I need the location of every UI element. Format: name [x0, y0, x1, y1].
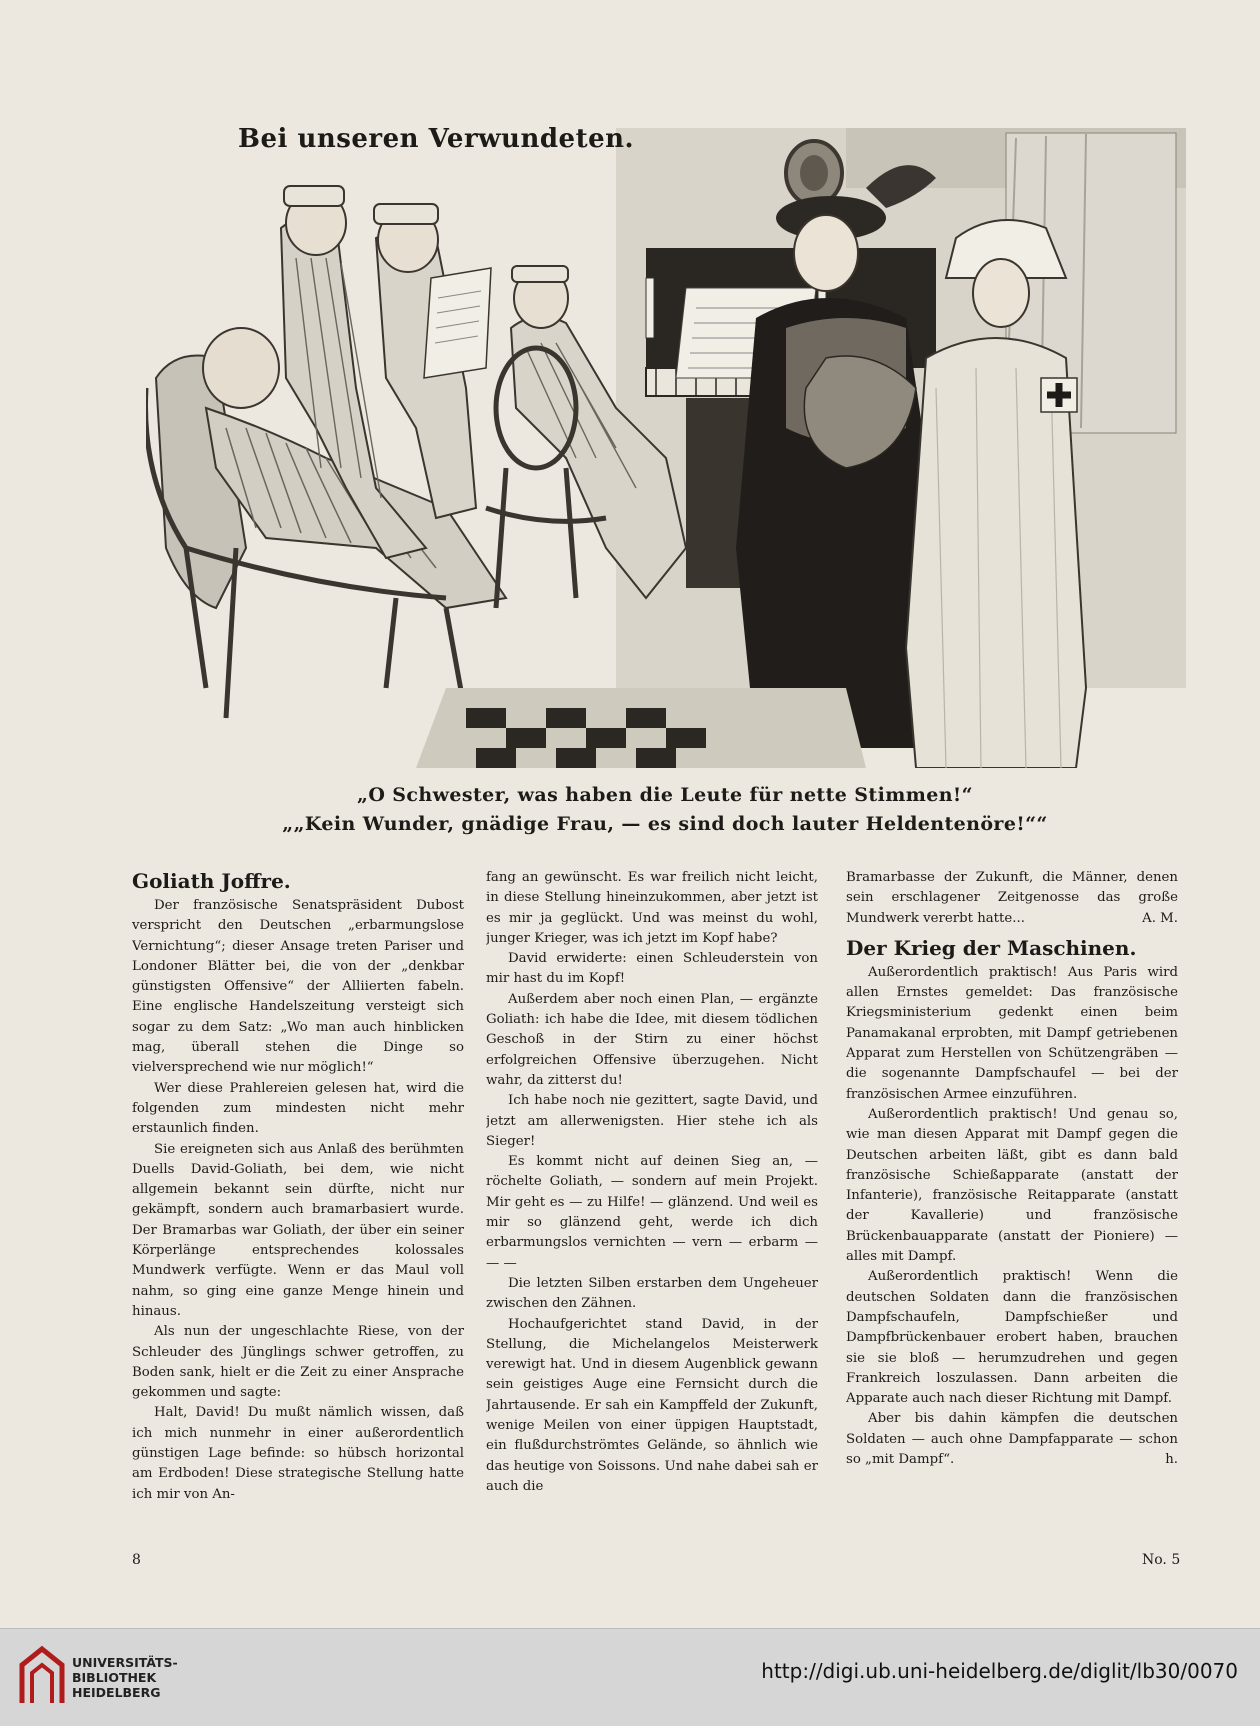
paragraph: Wer diese Prahlereien gelesen hat, wird die folgenden zum mindesten nicht mehr erstaunlich finden. [132, 1080, 464, 1137]
digitization-footer [0, 1628, 1260, 1726]
author-signature: h. [1165, 1452, 1178, 1468]
caption-line-2: „„Kein Wunder, gnädige Frau, — es sind doch lauter Heldentenöre!““ [282, 813, 1048, 835]
paragraph: Ich habe noch nie gezittert, sagte David, und jetzt am allerwenigsten. Hier stehe ich als Sieger! [486, 1093, 818, 1149]
issue-number: No. 5 [1142, 1552, 1181, 1568]
library-name-line: BIBLIOTHEK [72, 1670, 157, 1685]
library-name-line: UNIVERSITÄTS- [72, 1655, 178, 1670]
page-heading: Bei unseren Verwundeten. [238, 124, 635, 154]
column-3 [846, 868, 1178, 1528]
library-logo-icon [14, 1643, 72, 1709]
paragraph [846, 868, 1178, 929]
paragraph: Der französische Senatspräsident Dubost verspricht den Deutschen „erbarmungslose Vernichtung“; dieser Ansage treten Pariser und Londoner Blätter bei, die von der „denkbar günstigsten Offensive“ der Alliierten fabeln. Eine englische Handelszeitung versteigt sich sogar zu dem Satz: „Wo man auch hinblicken mag, überall stehen die Dinge so vielversprechend wie nur möglich!“ [132, 898, 464, 1076]
permalink-link[interactable]: http://digi.ub.uni-heidelberg.de/diglit/lb30/0070 [761, 1659, 1238, 1683]
column-2 [486, 868, 818, 1528]
paragraph: Halt, David! Du mußt nämlich wissen, daß ich mich nunmehr in einer außerordentlich günstigen Lage befinde: so hübsch horizontal am Erdboden! Diese strategische Stellung hatte ich mir von An- [132, 1405, 464, 1502]
article-title-goliath-joffre: Goliath Joffre. [132, 869, 291, 893]
paragraph: Sie ereigneten sich aus Anlaß des berühmten Duells David-Goliath, bei dem, wie nicht allgemein bekannt sein dürfte, nicht nur gekämpft, sondern auch bramarbasiert wurde. Der Bramarbas war Goliath, der über ein seiner Körperlänge entsprechendes kolossales Mundwerk verfügte. Wenn er das Maul voll nahm, so ging eine ganze Menge hinein und hinaus. [132, 1141, 464, 1319]
paragraph: David erwiderte: einen Schleuderstein von mir hast du im Kopf! [486, 951, 818, 987]
paragraph: Außerordentlich praktisch! Und genau so, wie man diesen Apparat mit Dampf gegen die Deutschen arbeiten läßt, gibt es dann bald französische Schießapparate (anstatt der Infanterie), französische Reitapparate (anstatt der Kavallerie) und französische Brückenbauapparate (anstatt der Pioniere) — alles mit Dampf. [846, 1106, 1178, 1265]
paragraph: Als nun der ungeschlachte Riese, von der Schleuder des Jünglings schwer getroffen, zu Boden sank, hielt er die Zeit zu einer Ansprache gekommen und sagte: [132, 1324, 464, 1401]
paragraph-text: Aber bis dahin kämpfen die deutschen Soldaten — auch ohne Dampfapparate — schon so „mit Dampf“. [846, 1411, 1178, 1468]
paragraph: Außerordentlich praktisch! Aus Paris wird allen Ernstes gemeldet: Das französische Kriegsministerium gedenkt einen beim Panamakanal erprobten, mit Dampf getriebenen Apparat zum Herstellen von Schützengräben — die sogenannte Dampfschaufel — bei der französischen Armee einzuführen. [846, 964, 1178, 1102]
paragraph-text: Bramarbasse der Zukunft, die Männer, denen sein erschlagener Zeitgenosse das große Mundwerk vererbt hatte... [846, 870, 1178, 926]
caption-line-1: „O Schwester, was haben die Leute für nette Stimmen!“ [357, 784, 973, 806]
column-1 [132, 868, 464, 1528]
paragraph: Außerdem aber noch einen Plan, — ergänzte Goliath: ich habe die Idee, mit diesem tödlichen Geschoß in der Stirn zu einer höchst erfolgreichen Offensive überzugehen. Nicht wahr, da zitterst du! [486, 991, 818, 1088]
page-number: 8 [132, 1552, 141, 1568]
library-name [72, 1655, 178, 1700]
paragraph: Die letzten Silben erstarben dem Ungeheuer zwischen den Zähnen. [486, 1275, 818, 1312]
author-signature: A. M. [1142, 910, 1178, 926]
article-title-krieg-der-maschinen: Der Krieg der Maschinen. [846, 935, 1137, 960]
paragraph: Hochaufgerichtet stand David, in der Stellung, die Michelangelos Meisterwerk verewigt hat. Und in diesem Augenblick gewann sein geistiges Auge eine Fernsicht durch die Jahrtausende. Er sah ein Kampffeld der Zukunft, wenige Meilen von einer üppigen Hauptstadt, ein flußdurchströmtes Gelände, so ähnlich wie das heutige von Soissons. Und nahe dabei sah er auch die [486, 1316, 818, 1494]
illustration-wounded-soldiers [146, 128, 1186, 768]
library-name-line: HEIDELBERG [72, 1685, 161, 1700]
paragraph: Es kommt nicht auf deinen Sieg an, — röchelte Goliath, — sondern auf mein Projekt. Mir geht es — zu Hilfe! — glänzend. Und weil es mir so glänzend geht, werde ich dich erbarmungslos vernichten — vern — erbarm — — — [486, 1154, 818, 1271]
paragraph: Außerordentlich praktisch! Wenn die deutschen Soldaten dann die französischen Dampfschaufeln, Dampfschießer und Dampfbrückenbauer erobert haben, brauchen sie sie bloß — herumzudrehen und gegen Frankreich loszulassen. Dann arbeiten die Apparate auch nach dieser Richtung mit Dampf. [846, 1269, 1178, 1407]
permalink[interactable] [761, 1659, 1238, 1683]
paragraph: fang an gewünscht. Es war freilich nicht leicht, in diese Stellung hineinzukommen, aber jetzt ist es mir ja geglückt. Und was meinst du wohl, junger Krieger, was ich jetzt im Kopf habe? [486, 870, 818, 946]
paragraph [846, 1409, 1178, 1470]
